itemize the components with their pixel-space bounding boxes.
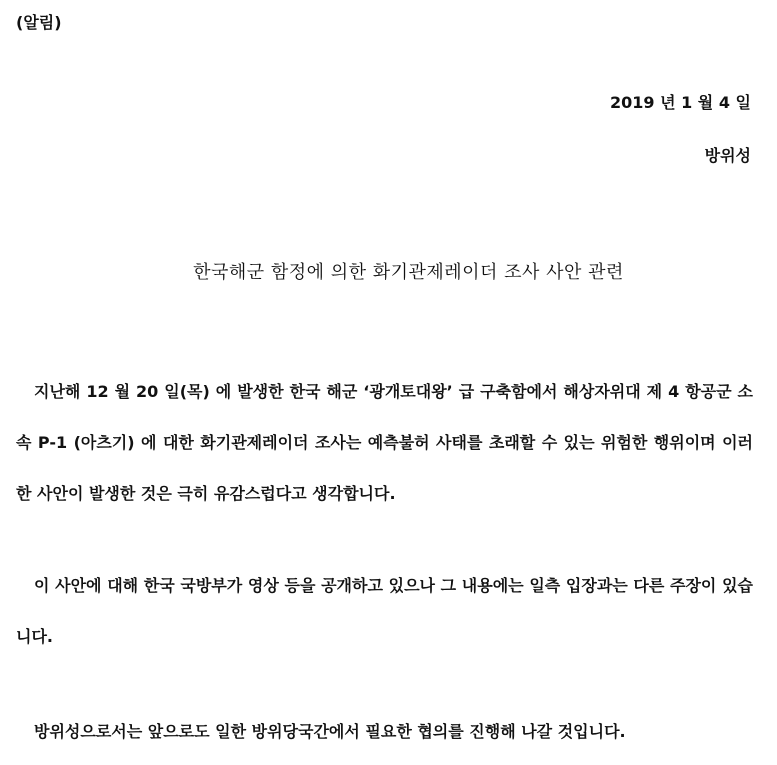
issuing-organization: 방위성 xyxy=(704,146,751,165)
body-paragraph-1: 지난해 12 월 20 일(목) 에 발생한 한국 해군 ‘광개토대왕’ 급 구축함에서 해상자위대 제 4 항공군 소속 P-1 (아츠기) 에 대한 화기관제레이더 조사는 예측불허 사태를 초래할 수 있는 위험한 행위이며 이러한 사안이 발생한 것은 극히 유감스럽다고 생각합니다. xyxy=(16,382,753,503)
notice-label: (알림) xyxy=(16,13,62,32)
document-date: 2019 년 1 월 4 일 xyxy=(609,93,751,112)
document-title: 한국해군 함정에 의한 화기관제레이더 조사 사안 관련 xyxy=(193,262,624,283)
body-paragraph-3: 방위성으로서는 앞으로도 일한 방위당국간에서 필요한 협의를 진행해 나갈 것입니다. xyxy=(34,722,626,741)
body-paragraph-2: 이 사안에 대해 한국 국방부가 영상 등을 공개하고 있으나 그 내용에는 일측 입장과는 다른 주장이 있습니다. xyxy=(16,576,753,646)
